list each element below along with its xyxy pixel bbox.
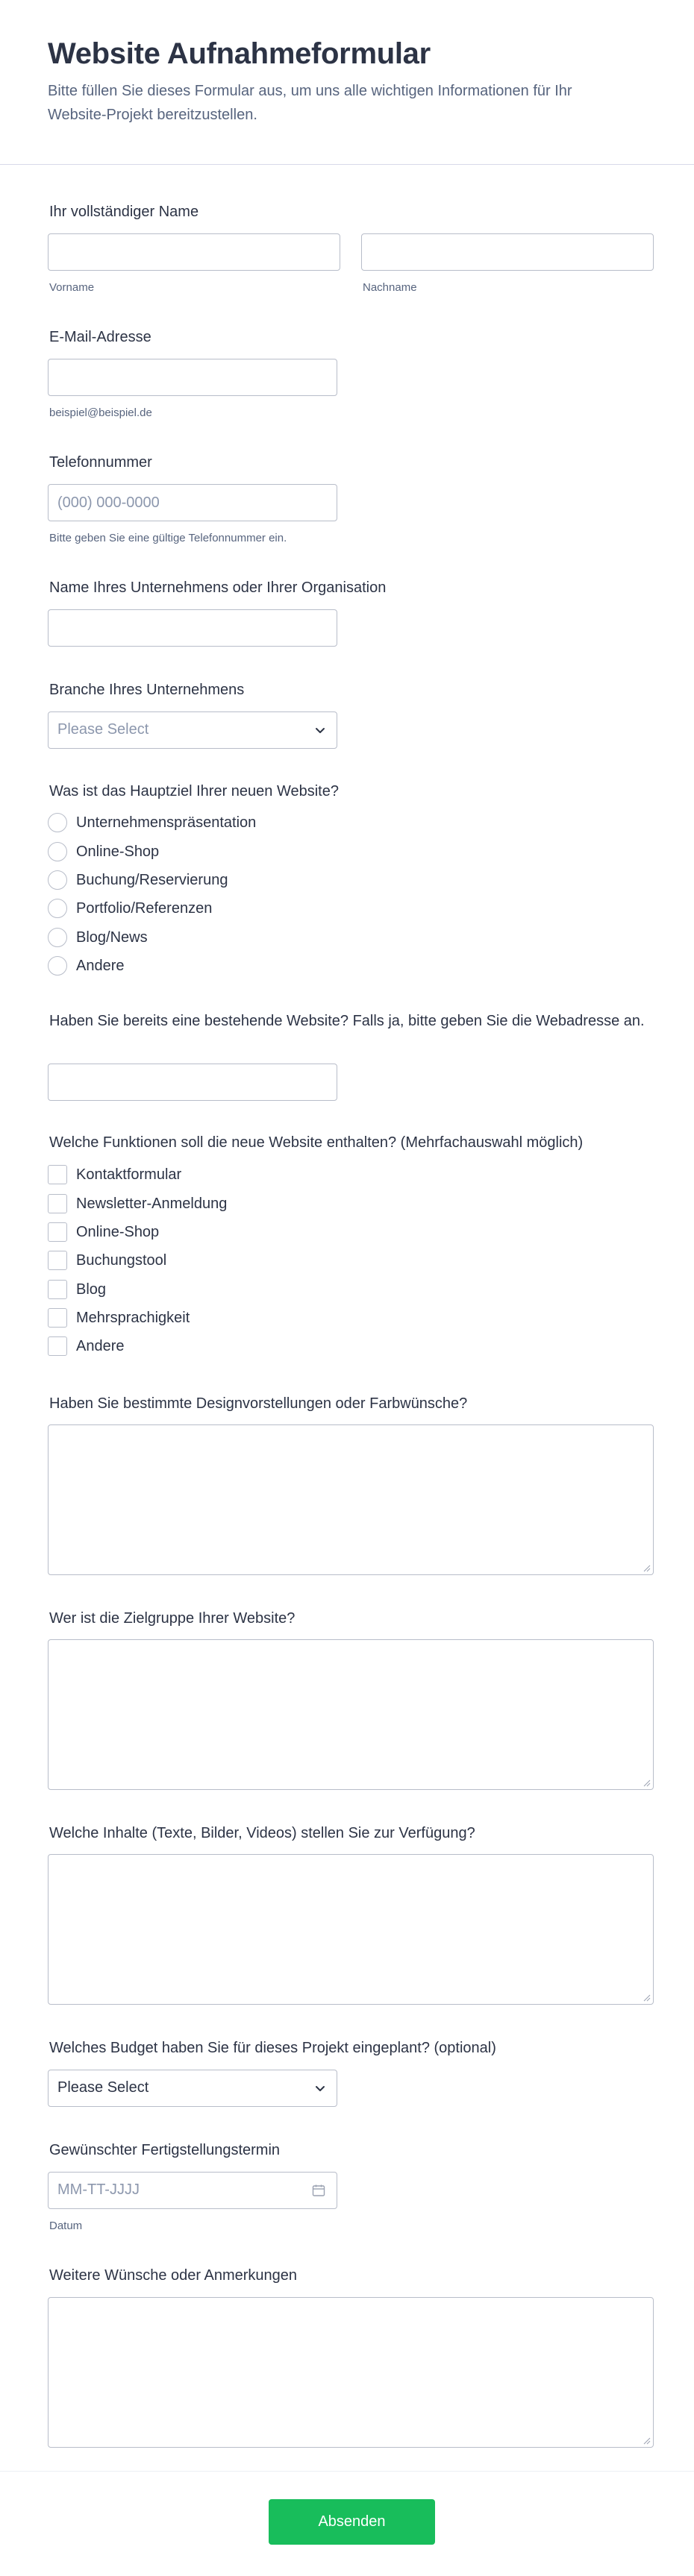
option-label: Blog/News (76, 929, 148, 946)
goal-option[interactable] (48, 955, 125, 976)
option-label: Buchungstool (76, 1251, 167, 1269)
checkbox[interactable] (48, 1165, 67, 1184)
radio-button[interactable] (48, 870, 67, 890)
feature-option[interactable] (48, 1336, 125, 1357)
resize-handle-icon[interactable] (642, 1993, 651, 2002)
goal-option[interactable] (48, 927, 148, 948)
option-label: Newsletter-Anmeldung (76, 1195, 228, 1212)
deadline-date-input[interactable] (48, 2172, 337, 2209)
radio-button[interactable] (48, 813, 67, 832)
audience-label: Wer ist die Zielgruppe Ihrer Website? (49, 1610, 296, 1627)
phone-label: Telefonnummer (49, 454, 152, 471)
last-name-sublabel: Nachname (363, 281, 417, 294)
design-label: Haben Sie bestimmte Designvorstellungen oder Farbwünsche? (49, 1395, 468, 1412)
checkbox[interactable] (48, 1280, 67, 1299)
design-textarea[interactable] (48, 1424, 654, 1575)
existing-website-label: Haben Sie bereits eine bestehende Website? Falls ja, bitte geben Sie die Webadresse an. (49, 1013, 645, 1029)
option-label: Buchung/Reservierung (76, 871, 228, 888)
first-name-sublabel: Vorname (49, 281, 95, 294)
existing-website-input[interactable] (48, 1064, 337, 1101)
option-label: Andere (76, 957, 125, 974)
option-label: Online-Shop (76, 1223, 160, 1240)
audience-textarea[interactable] (48, 1639, 654, 1790)
chevron-down-icon (313, 2081, 328, 2096)
email-input[interactable] (48, 359, 337, 396)
goal-option[interactable] (48, 812, 256, 833)
radio-button[interactable] (48, 928, 67, 947)
goal-option[interactable] (48, 841, 159, 862)
calendar-icon[interactable] (311, 2183, 326, 2198)
deadline-label: Gewünschter Fertigstellungstermin (49, 2142, 281, 2158)
features-label: Welche Funktionen soll die neue Website enthalten? (Mehrfachauswahl möglich) (49, 1134, 584, 1151)
chevron-down-icon (313, 723, 328, 738)
notes-label: Weitere Wünsche oder Anmerkungen (49, 2267, 298, 2284)
resize-handle-icon[interactable] (642, 2436, 651, 2445)
date-placeholder: MM-TT-JJJJ (57, 2181, 140, 2198)
radio-button[interactable] (48, 899, 67, 918)
option-label: Andere (76, 1337, 125, 1354)
content-label: Welche Inhalte (Texte, Bilder, Videos) stellen Sie zur Verfügung? (49, 1825, 475, 1841)
budget-select-value: Please Select (57, 2079, 149, 2096)
submit-button[interactable]: Absenden (269, 2499, 435, 2545)
phone-input[interactable] (48, 484, 337, 521)
industry-label: Branche Ihres Unternehmens (49, 682, 245, 698)
phone-sublabel: Bitte geben Sie eine gültige Telefonnummer ein. (49, 532, 287, 544)
form-header (0, 0, 694, 165)
content-textarea[interactable] (48, 1854, 654, 2005)
goal-option[interactable] (48, 898, 212, 919)
industry-select-value: Please Select (57, 721, 149, 738)
checkbox[interactable] (48, 1251, 67, 1270)
option-label: Blog (76, 1281, 107, 1298)
option-label: Mehrsprachigkeit (76, 1309, 190, 1326)
feature-option[interactable] (48, 1193, 227, 1214)
option-label: Unternehmenspräsentation (76, 814, 257, 831)
goal-label: Was ist das Hauptziel Ihrer neuen Website? (49, 783, 339, 799)
form-subtitle: Bitte füllen Sie dieses Formular aus, um uns alle wichtigen Informationen für Ihr Website-Projekt bereitzustellen. (48, 83, 572, 123)
last-name-input[interactable] (361, 233, 654, 271)
radio-button[interactable] (48, 842, 67, 861)
date-sublabel: Datum (49, 2220, 83, 2232)
feature-option[interactable] (48, 1164, 181, 1185)
budget-label: Welches Budget haben Sie für dieses Projekt eingeplant? (optional) (49, 2040, 496, 2056)
notes-textarea[interactable] (48, 2297, 654, 2448)
checkbox[interactable] (48, 1336, 67, 1356)
option-label: Portfolio/Referenzen (76, 899, 213, 917)
goal-option[interactable] (48, 870, 228, 890)
feature-option[interactable] (48, 1307, 190, 1328)
email-sublabel: beispiel@beispiel.de (49, 406, 152, 419)
checkbox[interactable] (48, 1194, 67, 1213)
full-name-label: Ihr vollständiger Name (49, 204, 199, 220)
company-input[interactable] (48, 609, 337, 647)
industry-select[interactable] (48, 711, 337, 749)
option-label: Online-Shop (76, 843, 160, 860)
checkbox[interactable] (48, 1308, 67, 1328)
budget-select[interactable] (48, 2070, 337, 2107)
first-name-input[interactable] (48, 233, 340, 271)
feature-option[interactable] (48, 1222, 159, 1243)
company-label: Name Ihres Unternehmens oder Ihrer Organisation (49, 579, 387, 596)
feature-option[interactable] (48, 1250, 166, 1271)
email-label: E-Mail-Adresse (49, 329, 151, 345)
resize-handle-icon[interactable] (642, 1563, 651, 1572)
feature-option[interactable] (48, 1279, 106, 1300)
form-title: Website Aufnahmeformular (48, 37, 431, 70)
radio-button[interactable] (48, 956, 67, 976)
resize-handle-icon[interactable] (642, 1778, 651, 1787)
option-label: Kontaktformular (76, 1166, 182, 1183)
checkbox[interactable] (48, 1222, 67, 1242)
